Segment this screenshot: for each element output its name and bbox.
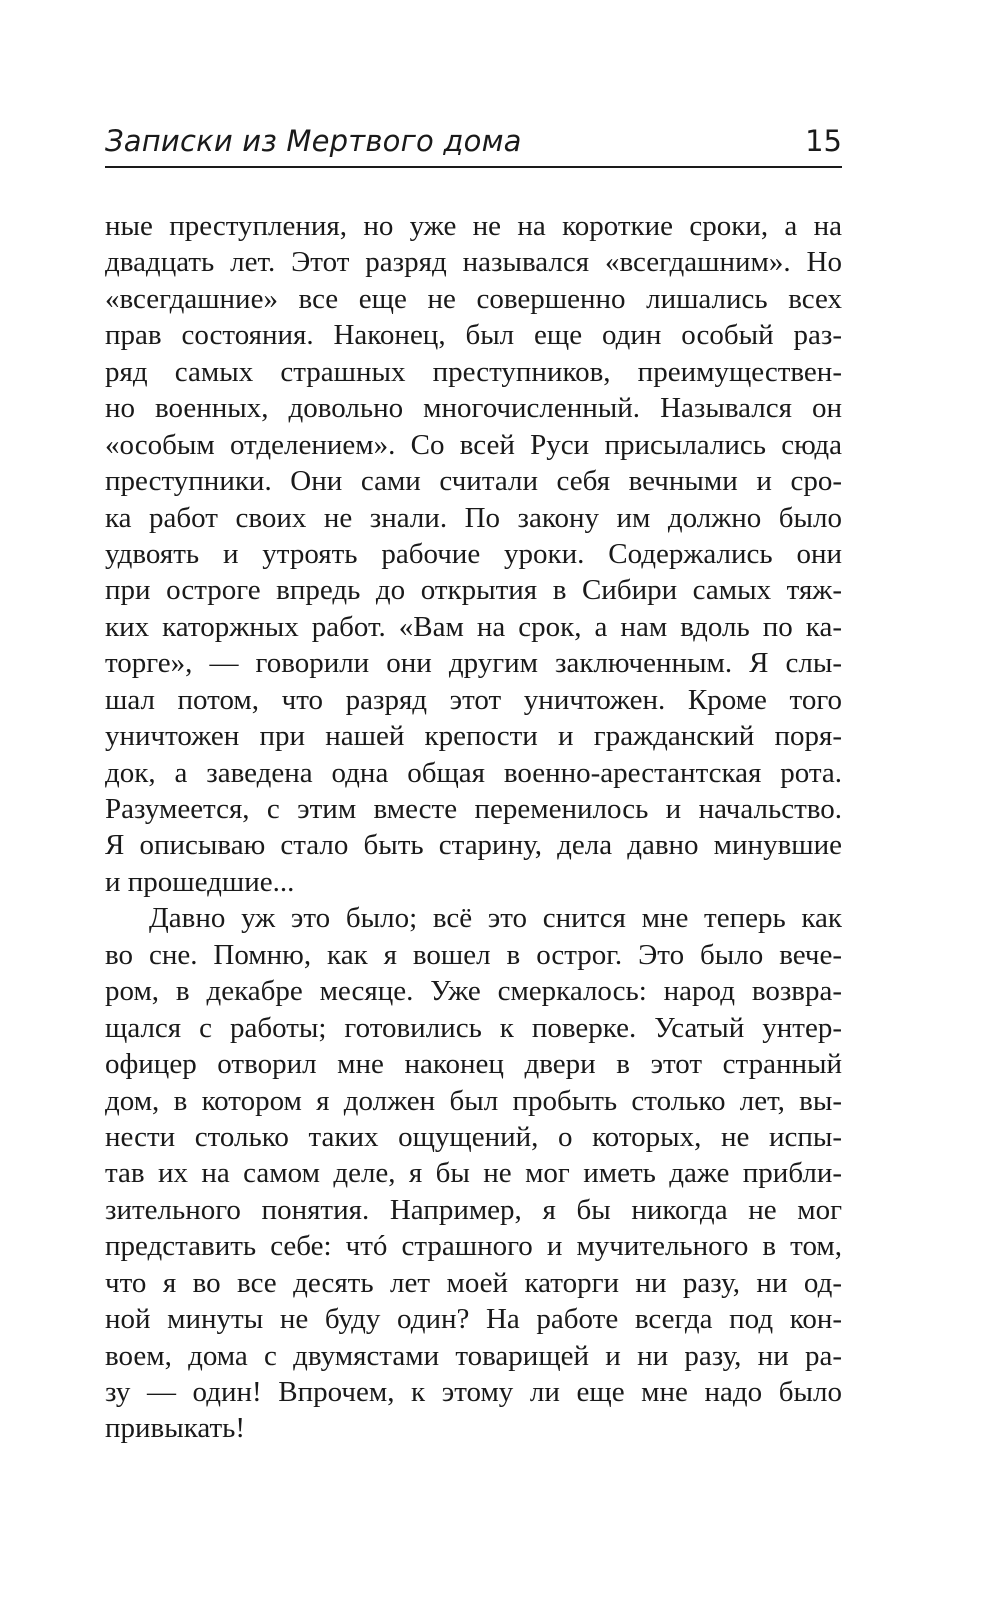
text-line: нести столько таких ощущений, о которых, не испы- — [105, 1120, 842, 1153]
text-line: Я описываю стало быть старину, дела давно минувшие — [105, 829, 842, 862]
text-line: ка работ своих не знали. По закону им должно было — [105, 501, 842, 534]
running-head — [105, 118, 842, 168]
text-line: док, а заведена одна общая военно-арестантская рота. — [105, 756, 842, 789]
text-line: воем, дома с двумястами товарищей и ни разу, ни ра- — [105, 1339, 842, 1372]
page-number: 15 — [805, 124, 842, 158]
text-line: ряд самых страшных преступников, преимуществен- — [105, 355, 842, 388]
text-line: но военных, довольно многочисленный. Назывался он — [105, 392, 842, 425]
text-line: Разумеется, с этим вместе переменилось и начальство. — [105, 793, 842, 825]
text-line: Давно уж это было; всё это снится мне теперь как — [149, 902, 842, 935]
text-line: зительного понятия. Например, я бы никогда не мог — [105, 1193, 842, 1226]
running-title: Записки из Мертвого дома — [105, 124, 522, 158]
text-line: «особым отделением». Со всей Руси присылались сюда — [105, 428, 842, 461]
body-text — [105, 208, 842, 1447]
paragraph-1 — [105, 208, 842, 900]
text-line: офицер отворил мне наконец двери в этот странный — [105, 1048, 842, 1081]
text-line: тав их на самом деле, я бы не мог иметь даже прибли- — [105, 1157, 842, 1190]
text-line: при остроге впредь до открытия в Сибири самых тяж- — [105, 574, 842, 607]
text-line: зу — один! Впрочем, к этому ли еще мне надо было — [105, 1376, 842, 1408]
text-line: преступники. Они сами считали себя вечными и сро- — [105, 465, 842, 498]
text-line: и прошедшие... — [105, 865, 295, 898]
text-line: представить себе: чтó страшного и мучительного в том, — [105, 1230, 842, 1263]
text-line: привыкать! — [105, 1412, 246, 1445]
text-line: ной минуты не буду один? На работе всегда под кон- — [105, 1303, 842, 1336]
text-line: что я во все десять лет моей каторги ни разу, ни од- — [105, 1266, 842, 1299]
text-line: ные преступления, но уже не на короткие сроки, а на — [105, 210, 842, 242]
text-line: «всегдашние» все еще не совершенно лишались всех — [105, 282, 842, 315]
text-line: во сне. Помню, как я вошел в острог. Это было вече- — [105, 938, 842, 971]
text-line: шал потом, что разряд этот уничтожен. Кроме того — [105, 683, 842, 716]
text-line: торге», — говорили они другим заключенным. Я слы- — [105, 647, 842, 680]
text-line: прав состояния. Наконец, был еще один особый раз- — [105, 319, 842, 352]
text-line: удвоять и утроять рабочие уроки. Содержались они — [105, 537, 842, 570]
text-line: щался с работы; готовились к поверке. Усатый унтер- — [105, 1011, 842, 1044]
text-line: ром, в декабре месяце. Уже смеркалось: народ возвра- — [105, 975, 842, 1008]
text-line: уничтожен при нашей крепости и гражданский поря- — [105, 720, 842, 753]
paragraph-2 — [105, 900, 842, 1447]
text-line: двадцать лет. Этот разряд назывался «всегдашним». Но — [105, 246, 842, 279]
text-line: дом, в котором я должен был пробыть столько лет, вы- — [105, 1084, 842, 1117]
text-line: ких каторжных работ. «Вам на срок, а нам вдоль по ка- — [105, 610, 842, 643]
